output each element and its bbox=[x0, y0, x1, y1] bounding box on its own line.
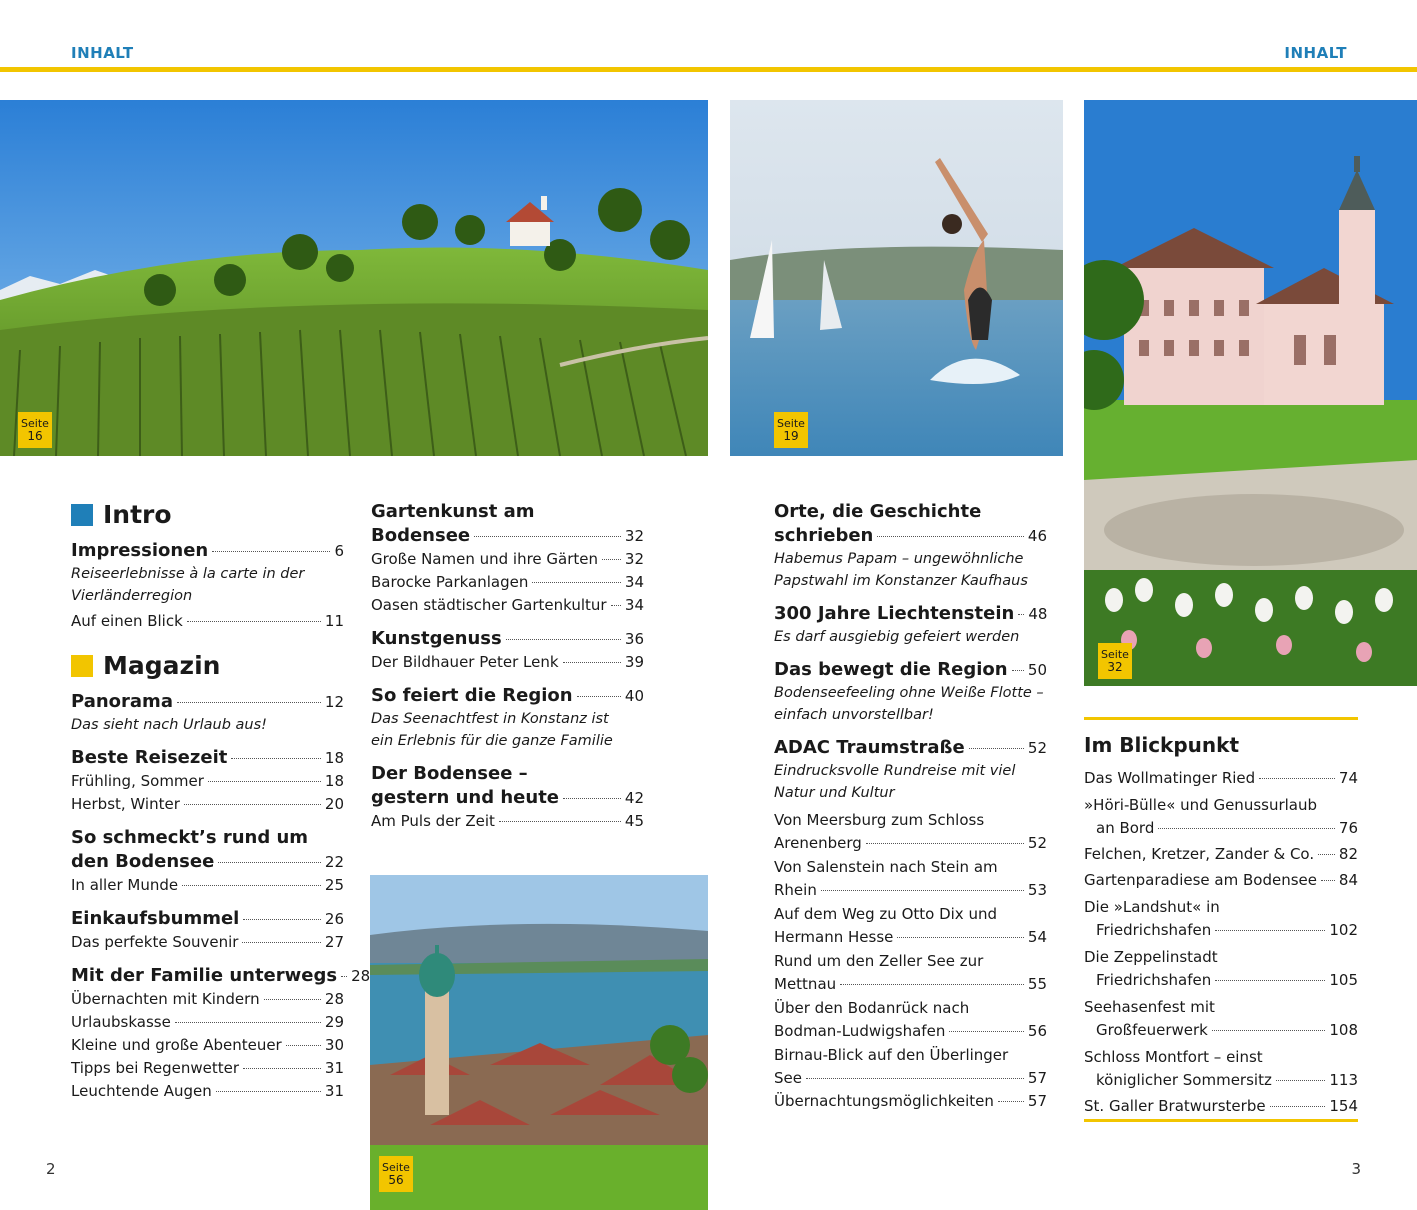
page-number: 52 bbox=[1027, 739, 1047, 757]
badge-label: Seite bbox=[21, 417, 49, 430]
entry-title: an Bord bbox=[1096, 819, 1155, 837]
page-number: 36 bbox=[624, 630, 644, 648]
route-title: Über den Bodanrück nach bbox=[774, 999, 970, 1017]
route-title: Mettnau bbox=[774, 975, 837, 993]
entry-title: Das Wollmatinger Ried bbox=[1084, 769, 1256, 787]
toc-entry[interactable] bbox=[774, 500, 1047, 592]
page-number: 39 bbox=[624, 653, 644, 671]
entry-title: So schmeckt’s rund um bbox=[71, 827, 309, 848]
page-badge-19 bbox=[774, 412, 808, 448]
castle-photo bbox=[1084, 100, 1417, 686]
entry-title: Übernachten mit Kindern bbox=[71, 990, 260, 1008]
route-item[interactable] bbox=[774, 996, 1047, 1043]
badge-label: Seite bbox=[382, 1161, 410, 1174]
toc-entry[interactable] bbox=[71, 539, 344, 633]
entry-title: Gartenparadiese am Bodensee bbox=[1084, 871, 1317, 889]
page-number: 108 bbox=[1329, 1021, 1358, 1039]
running-header-left: INHALT bbox=[71, 44, 134, 62]
page-number: 20 bbox=[324, 795, 344, 813]
entry-title: Die »Landshut« in bbox=[1084, 898, 1220, 916]
entry-title: Kleine und große Abenteuer bbox=[71, 1036, 282, 1054]
page-number: 40 bbox=[624, 687, 644, 705]
entry-title: Bodensee bbox=[371, 525, 471, 546]
page-number: 6 bbox=[334, 542, 344, 560]
page-number: 28 bbox=[351, 967, 371, 985]
badge-page: 32 bbox=[1107, 660, 1123, 674]
page-number: 28 bbox=[324, 990, 344, 1008]
page-number: 25 bbox=[324, 876, 344, 894]
toc-entry[interactable] bbox=[71, 964, 371, 1103]
blickpunkt-item[interactable] bbox=[1084, 945, 1358, 992]
entry-title: den Bodensee bbox=[71, 851, 215, 872]
toc-column-1 bbox=[71, 500, 371, 1113]
page-number: 56 bbox=[1027, 1022, 1047, 1040]
entry-subtitle: Natur und Kultur bbox=[774, 785, 895, 801]
running-header-right: INHALT bbox=[1284, 44, 1347, 62]
toc-entry[interactable] bbox=[371, 500, 644, 617]
entry-subtitle: Bodenseefeeling ohne Weiße Flotte – bbox=[774, 685, 1044, 701]
page-number: 82 bbox=[1338, 845, 1358, 863]
page-number: 34 bbox=[624, 573, 644, 591]
toc-entry[interactable] bbox=[71, 746, 344, 816]
blickpunkt-item[interactable] bbox=[1084, 767, 1358, 790]
entry-title: Kunstgenuss bbox=[371, 628, 502, 649]
blickpunkt-title: Im Blickpunkt bbox=[1084, 733, 1240, 757]
page-number: 26 bbox=[324, 910, 344, 928]
entry-title: Mit der Familie unterwegs bbox=[71, 965, 338, 986]
entry-subtitle: Habemus Papam – ungewöhnliche bbox=[774, 551, 1024, 567]
section-title: Intro bbox=[103, 500, 172, 529]
page-number: 102 bbox=[1329, 921, 1358, 939]
page-number: 54 bbox=[1027, 928, 1047, 946]
page-number: 30 bbox=[324, 1036, 344, 1054]
entry-title: Leuchtende Augen bbox=[71, 1082, 212, 1100]
blickpunkt-item[interactable] bbox=[1084, 869, 1358, 892]
entry-title: gestern und heute bbox=[371, 787, 560, 808]
page-number-right: 3 bbox=[1351, 1160, 1361, 1178]
page-number: 12 bbox=[324, 693, 344, 711]
blickpunkt-bottom-rule bbox=[1084, 1119, 1358, 1122]
blue-square-icon bbox=[71, 504, 93, 526]
entry-title: Gartenkunst am bbox=[371, 501, 535, 522]
page-number: 45 bbox=[624, 812, 644, 830]
page-number: 42 bbox=[624, 789, 644, 807]
route-item[interactable] bbox=[774, 949, 1047, 996]
section-intro-heading bbox=[71, 500, 344, 529]
badge-page: 56 bbox=[388, 1173, 404, 1187]
entry-subtitle: Papstwahl im Konstanzer Kaufhaus bbox=[774, 573, 1028, 589]
entry-title: schrieben bbox=[774, 525, 874, 546]
entry-title: Friedrichshafen bbox=[1096, 971, 1212, 989]
route-title: Hermann Hesse bbox=[774, 928, 894, 946]
entry-title: Der Bildhauer Peter Lenk bbox=[371, 653, 559, 671]
entry-title: Das perfekte Souvenir bbox=[71, 933, 239, 951]
page-badge-32 bbox=[1098, 643, 1132, 679]
entry-title: Urlaubskasse bbox=[71, 1013, 171, 1031]
entry-title: Friedrichshafen bbox=[1096, 921, 1212, 939]
route-title: See bbox=[774, 1069, 802, 1087]
route-title: Rund um den Zeller See zur bbox=[774, 952, 984, 970]
page-number: 55 bbox=[1027, 975, 1047, 993]
page-number: 27 bbox=[324, 933, 344, 951]
entry-title: Felchen, Kretzer, Zander & Co. bbox=[1084, 845, 1315, 863]
section-magazin-heading bbox=[71, 651, 344, 680]
entry-subtitle: Das Seenachtfest in Konstanz ist bbox=[371, 711, 609, 727]
entry-title: Frühling, Sommer bbox=[71, 772, 204, 790]
entry-subtitle: ein Erlebnis für die ganze Familie bbox=[371, 733, 613, 749]
blickpunkt-item[interactable] bbox=[1084, 895, 1358, 942]
page-number: 57 bbox=[1027, 1069, 1047, 1087]
page-number-left: 2 bbox=[46, 1160, 56, 1178]
entry-title: Großfeuerwerk bbox=[1096, 1021, 1208, 1039]
route-title: Auf dem Weg zu Otto Dix und bbox=[774, 905, 997, 923]
blickpunkt-top-rule bbox=[1084, 717, 1358, 720]
route-item[interactable] bbox=[774, 1043, 1047, 1090]
route-title: Von Meersburg zum Schloss bbox=[774, 811, 985, 829]
entry-title: Einkaufsbummel bbox=[71, 908, 240, 929]
page-number: 48 bbox=[1028, 605, 1048, 623]
entry-title: Die Zeppelinstadt bbox=[1084, 948, 1218, 966]
entry-title: Impressionen bbox=[71, 540, 209, 561]
badge-label: Seite bbox=[777, 417, 805, 430]
entry-title: St. Galler Bratwursterbe bbox=[1084, 1097, 1266, 1115]
route-title: Birnau-Blick auf den Überlinger bbox=[774, 1046, 1009, 1064]
entry-title: 300 Jahre Liechtenstein bbox=[774, 603, 1015, 624]
route-title: Übernachtungsmöglichkeiten bbox=[774, 1092, 994, 1110]
entry-title: »Höri-Bülle« und Genussurlaub bbox=[1084, 796, 1318, 814]
toc-entry[interactable] bbox=[774, 658, 1047, 726]
page-number: 57 bbox=[1027, 1092, 1047, 1110]
page-badge-56 bbox=[379, 1156, 413, 1192]
entry-title: So feiert die Region bbox=[371, 685, 573, 706]
entry-title: Das bewegt die Region bbox=[774, 659, 1008, 680]
entry-title: Auf einen Blick bbox=[71, 612, 183, 630]
page-number: 46 bbox=[1027, 527, 1047, 545]
entry-title: Panorama bbox=[71, 691, 173, 712]
page-number: 32 bbox=[624, 527, 644, 545]
entry-title: Große Namen und ihre Gärten bbox=[371, 550, 599, 568]
yellow-square-icon bbox=[71, 655, 93, 677]
entry-title: Beste Reisezeit bbox=[71, 747, 228, 768]
toc-entry[interactable] bbox=[774, 736, 1047, 804]
page-number: 32 bbox=[624, 550, 644, 568]
blickpunkt-item[interactable] bbox=[1084, 1095, 1358, 1118]
entry-title: Tipps bei Regenwetter bbox=[71, 1059, 240, 1077]
header-rule bbox=[0, 67, 1417, 72]
page-number: 154 bbox=[1329, 1097, 1358, 1115]
entry-title: Der Bodensee – bbox=[371, 763, 528, 784]
blickpunkt-item[interactable] bbox=[1084, 1045, 1358, 1092]
toc-entry[interactable] bbox=[371, 684, 644, 752]
route-item[interactable] bbox=[774, 808, 1047, 855]
blickpunkt-item[interactable] bbox=[1084, 843, 1358, 866]
entry-title: In aller Munde bbox=[71, 876, 179, 894]
page-number: 29 bbox=[324, 1013, 344, 1031]
badge-page: 16 bbox=[27, 429, 43, 443]
entry-title: königlicher Sommersitz bbox=[1096, 1071, 1272, 1089]
entry-title: Schloss Montfort – einst bbox=[1084, 1048, 1263, 1066]
vineyard-photo bbox=[0, 100, 708, 456]
toc-entry[interactable] bbox=[71, 690, 344, 736]
toc-entry[interactable] bbox=[71, 826, 344, 897]
route-item[interactable] bbox=[774, 855, 1047, 902]
blickpunkt-item[interactable] bbox=[1084, 995, 1358, 1042]
toc-column-3 bbox=[774, 500, 1047, 1113]
page-number: 76 bbox=[1338, 819, 1358, 837]
entry-subtitle: Es darf ausgiebig gefeiert werden bbox=[774, 629, 1020, 645]
entry-subtitle: Eindrucksvolle Rundreise mit viel bbox=[774, 763, 1016, 779]
toc-column-2 bbox=[371, 500, 644, 843]
route-title: Von Salenstein nach Stein am bbox=[774, 858, 998, 876]
entry-title: Barocke Parkanlagen bbox=[371, 573, 529, 591]
route-title: Arenenberg bbox=[774, 834, 862, 852]
entry-subtitle: einfach unvorstellbar! bbox=[774, 707, 934, 723]
entry-subtitle: Reiseerlebnisse à la carte in der Vierländerregion bbox=[71, 566, 305, 604]
page-number: 11 bbox=[324, 612, 344, 630]
entry-title: Am Puls der Zeit bbox=[371, 812, 495, 830]
entry-subtitle: Das sieht nach Urlaub aus! bbox=[71, 717, 267, 733]
route-list bbox=[774, 808, 1047, 1113]
route-title: Bodman-Ludwigshafen bbox=[774, 1022, 946, 1040]
toc-entry[interactable] bbox=[71, 907, 344, 954]
entry-title: Oasen städtischer Gartenkultur bbox=[371, 596, 607, 614]
page-number: 113 bbox=[1329, 1071, 1358, 1089]
page-number: 50 bbox=[1027, 661, 1047, 679]
route-item[interactable] bbox=[774, 1090, 1047, 1113]
page-number: 53 bbox=[1027, 881, 1047, 899]
toc-entry[interactable] bbox=[371, 627, 644, 674]
entry-title: Herbst, Winter bbox=[71, 795, 180, 813]
badge-page: 19 bbox=[783, 429, 799, 443]
toc-entry[interactable] bbox=[774, 602, 1047, 648]
page-number: 84 bbox=[1338, 871, 1358, 889]
entry-title: Seehasenfest mit bbox=[1084, 998, 1215, 1016]
page-number: 18 bbox=[324, 772, 344, 790]
blickpunkt-box bbox=[1084, 733, 1358, 1121]
entry-title: ADAC Traumstraße bbox=[774, 737, 965, 758]
badge-label: Seite bbox=[1101, 648, 1129, 661]
route-title: Rhein bbox=[774, 881, 817, 899]
page-number: 34 bbox=[624, 596, 644, 614]
village-photo bbox=[370, 875, 708, 1210]
page-badge-16 bbox=[18, 412, 52, 448]
page-number: 18 bbox=[324, 749, 344, 767]
page-number: 74 bbox=[1338, 769, 1358, 787]
page-number: 52 bbox=[1027, 834, 1047, 852]
blickpunkt-item[interactable] bbox=[1084, 793, 1358, 840]
page-number: 31 bbox=[324, 1082, 344, 1100]
entry-title: Orte, die Geschichte bbox=[774, 501, 982, 522]
page-number: 31 bbox=[324, 1059, 344, 1077]
section-title: Magazin bbox=[103, 651, 221, 680]
route-item[interactable] bbox=[774, 902, 1047, 949]
toc-entry[interactable] bbox=[371, 762, 644, 833]
swimmer-photo bbox=[730, 100, 1063, 456]
page-number: 22 bbox=[324, 853, 344, 871]
page-number: 105 bbox=[1329, 971, 1358, 989]
